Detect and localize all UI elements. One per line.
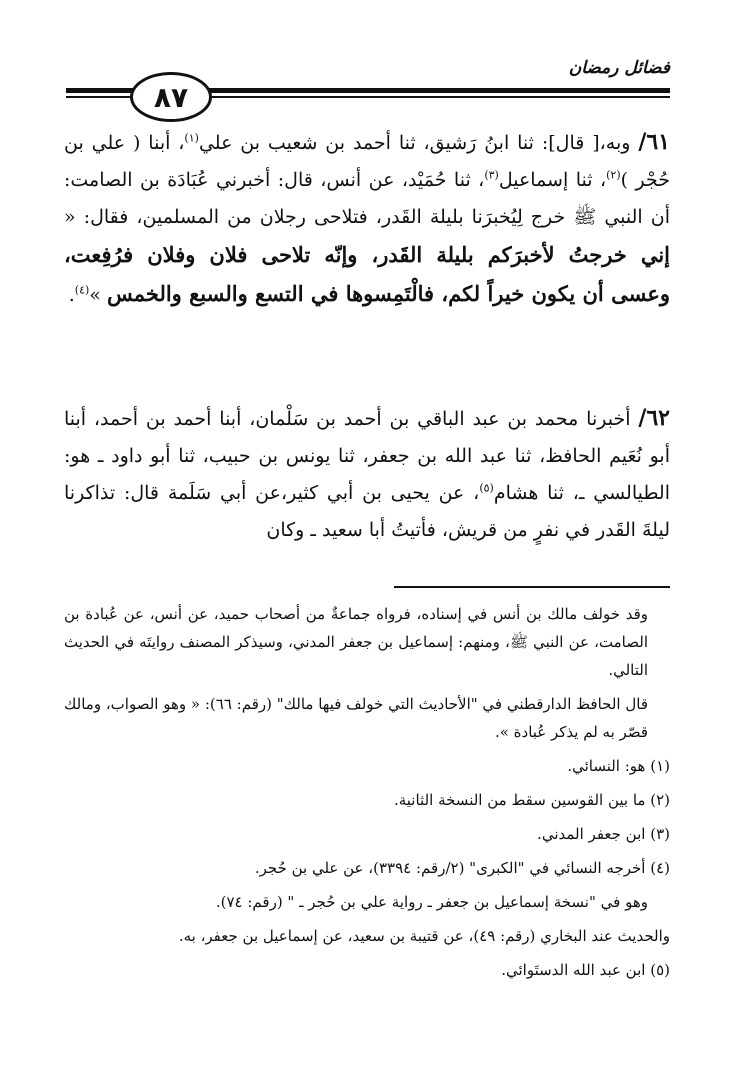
isnad-part-2: ، عن يحيى بن أبي كثير،عن أبي سَلَمة قال: تذاكرنا ليلةَ القَدر في نفرٍ من قريش، فأتيتُ أبا سعيد ـ وكان <box>64 482 670 541</box>
footnote-ref-3: (٣) <box>484 168 499 182</box>
footnote-daraqutni: قال الحافظ الدارقطني في "الأحاديث التي خولف فيها مالك" (رقم: ٦٦): « وهو الصواب، ومالك قصّر به لم يذكر عُبادة ». <box>64 695 648 741</box>
footnote-separator <box>394 586 670 588</box>
footnote-continuation: وقد خولف مالك بن أنس في إسناده، فرواه جماعةٌ من أصحاب حميد، عن أنس، عن عُبادة بن الصامت، عن النبي ﷺ، ومنهم: إسماعيل بن جعفر المدني، وسيذكر المصنف روايتَه في الحديث التالي. <box>64 605 648 679</box>
hadith-62-text <box>64 400 670 549</box>
hadith-matn: إني خرجتُ لأخبرَكم بليلة القَدر، وإنّه تلاحى فلان وفلان فرُفِعت، وعسى أن يكون خيراً لكم، فالْتَمِسوها في التسع والسبع والخمس <box>64 242 670 306</box>
isnad-part-3: ، ثنا إسماعيل <box>498 169 607 191</box>
hadith-61 <box>64 124 670 314</box>
footnote-ref-5: (٥) <box>479 481 494 495</box>
hadith-close-quote: » <box>89 284 107 306</box>
footnote-4-continued: وهو في "نسخة إسماعيل بن جعفر ـ رواية علي بن حُجر ـ " (رقم: ٧٤). <box>215 893 648 911</box>
footnote-4-bukhari: والحديث عند البخاري (رقم: ٤٩)، عن قتيبة بن سعيد، عن إسماعيل بن جعفر، به. <box>178 927 670 945</box>
running-title: فضائل رمضان <box>568 58 670 78</box>
hadith-number: ٦١/ <box>638 129 670 155</box>
isnad-part-2: ، أبنا ( علي بن حُجْر ) <box>64 132 670 191</box>
footnote-ref-4: (٤) <box>74 283 90 297</box>
footnote-4: (٤) أخرجه النسائي في "الكبرى" (٢/رقم: ٣٣٩٤)، عن علي بن حُجر. <box>254 859 670 877</box>
footnote-ref-2: (٢) <box>606 168 621 182</box>
page-number: ٨٧ <box>130 72 212 122</box>
isnad-part-4: ، ثنا حُمَيْد، عن أنس، قال: أخبرني عُبَادَة بن الصامت: أن النبي ﷺ خرج لِيُخبرَنا بليلة القَدر، فتلاحى رجلان من المسلمين، فقال: « <box>64 169 670 228</box>
hadith-end: . <box>68 284 75 306</box>
footnote-2: (٢) ما بين القوسين سقط من النسخة الثانية. <box>393 791 670 809</box>
hadith-61-text <box>64 124 670 314</box>
footnote-1: (١) هو: النسائي. <box>567 757 670 775</box>
footnote-3: (٣) ابن جعفر المدني. <box>537 825 670 843</box>
footnotes <box>64 600 670 990</box>
hadith-62 <box>64 400 670 549</box>
footnote-ref-1: (١) <box>184 131 199 145</box>
footnote-5: (٥) ابن عبد الله الدستَوائي. <box>501 961 670 979</box>
isnad-part-1: أخبرنا محمد بن عبد الباقي بن أحمد بن سَلْمان، أبنا أحمد بن أحمد، أبنا أبو نُعَيم الحافظ، ثنا عبد الله بن جعفر، ثنا يونس بن حبيب، ثنا أبو داود ـ هو: الطيالسي ـ، ثنا هشام <box>64 408 670 504</box>
hadith-number: ٦٢/ <box>638 405 670 431</box>
isnad-part-1: وبه،[ قال]: ثنا ابنُ رَشيق، ثنا أحمد بن شعيب بن علي <box>198 132 639 154</box>
